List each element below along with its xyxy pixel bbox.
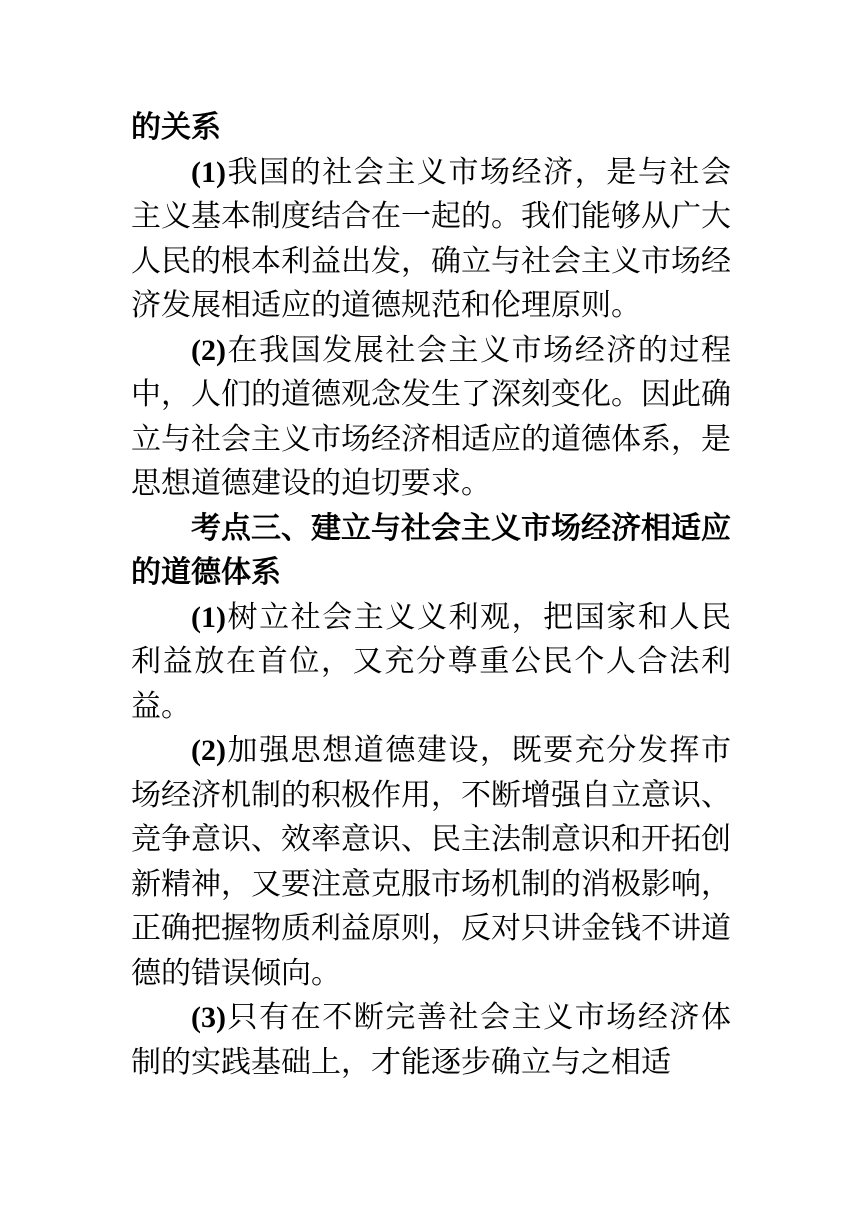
paragraph-5 — [131, 996, 731, 1085]
paragraph-number: (2) — [191, 734, 226, 767]
section-heading-continued — [131, 106, 731, 151]
paragraph-number: (2) — [191, 333, 226, 367]
paragraph-number: (1) — [191, 600, 226, 634]
paragraph-2 — [131, 329, 731, 507]
heading-text: 考点三、建立与社会主义市场经济相适应的道德体系 — [131, 510, 731, 590]
paragraph-4 — [131, 729, 731, 996]
paragraph-1 — [131, 151, 731, 329]
paragraph-text: 我国的社会主义市场经济，是与社会主义基本制度结合在一起的。我们能够从广大人民的根本利益出发，确立与社会主义市场经济发展相适应的道德规范和伦理原则。 — [131, 154, 731, 323]
paragraph-text: 只有在不断完善社会主义市场经济体制的实践基础上，才能逐步确立与之相适 — [131, 1000, 731, 1080]
paragraph-text: 加强思想道德建设，既要充分发挥市场经济机制的积极作用，不断增强自立意识、竞争意识、效率意识、民主法制意识和开拓创新精神，又要注意克服市场机制的消极影响，正确把握物质利益原则，反对只讲金钱不讲道德的错误倾向。 — [131, 733, 731, 991]
paragraph-number: (1) — [191, 155, 226, 189]
paragraph-text: 树立社会主义义利观，把国家和人民利益放在首位，又充分尊重公民个人合法利益。 — [131, 599, 731, 724]
section-heading-3 — [131, 507, 731, 596]
paragraph-text: 在我国发展社会主义市场经济的过程中，人们的道德观念发生了深刻变化。因此确立与社会主义市场经济相适应的道德体系，是思想道德建设的迫切要求。 — [131, 332, 731, 501]
document-page — [131, 106, 731, 1085]
paragraph-3 — [131, 596, 731, 730]
paragraph-number: (3) — [191, 1001, 226, 1034]
heading-text: 的关系 — [131, 110, 221, 145]
